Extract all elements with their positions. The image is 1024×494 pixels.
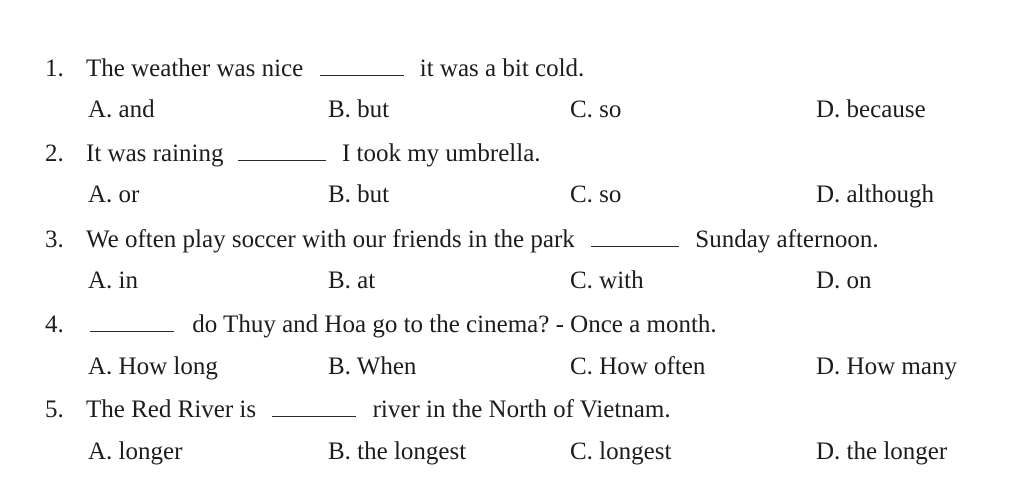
answer-blank bbox=[90, 309, 174, 332]
question-1 bbox=[0, 52, 1024, 86]
stem-before: The weather was nice bbox=[86, 55, 304, 82]
stem-after: it was a bit cold. bbox=[419, 55, 585, 82]
option-c[interactable]: C. How often bbox=[570, 353, 706, 380]
stem-before: We often play soccer with our friends in the park bbox=[86, 226, 575, 253]
option-b[interactable]: B. the longest bbox=[328, 438, 467, 465]
question-stem bbox=[86, 308, 717, 342]
option-b[interactable]: B. When bbox=[328, 353, 417, 380]
option-d[interactable]: D. on bbox=[816, 267, 872, 294]
option-a[interactable]: A. or bbox=[88, 181, 140, 208]
question-number: 5. bbox=[45, 396, 64, 423]
stem-after: river in the North of Vietnam. bbox=[372, 396, 671, 423]
answer-blank bbox=[320, 53, 404, 76]
question-number: 4. bbox=[45, 311, 64, 338]
question-stem bbox=[86, 223, 879, 257]
option-d[interactable]: D. although bbox=[816, 181, 935, 208]
option-c[interactable]: C. longest bbox=[570, 438, 672, 465]
options-4 bbox=[0, 350, 1024, 384]
question-stem bbox=[86, 393, 671, 427]
option-b[interactable]: B. at bbox=[328, 267, 376, 294]
stem-after: I took my umbrella. bbox=[341, 140, 541, 167]
question-5 bbox=[0, 393, 1024, 427]
stem-after: Sunday afternoon. bbox=[695, 226, 879, 253]
stem-after: do Thuy and Hoa go to the cinema? - Once a month. bbox=[192, 311, 717, 338]
option-a[interactable]: A. How long bbox=[88, 353, 218, 380]
option-c[interactable]: C. with bbox=[570, 267, 644, 294]
question-4 bbox=[0, 308, 1024, 342]
options-5 bbox=[0, 435, 1024, 469]
question-number: 2. bbox=[45, 140, 64, 167]
answer-blank bbox=[272, 394, 356, 417]
question-number: 3. bbox=[45, 226, 64, 253]
option-d[interactable]: D. because bbox=[816, 96, 926, 123]
option-d[interactable]: D. the longer bbox=[816, 438, 948, 465]
question-stem bbox=[86, 52, 584, 86]
option-b[interactable]: B. but bbox=[328, 181, 390, 208]
option-c[interactable]: C. so bbox=[570, 181, 622, 208]
question-3 bbox=[0, 223, 1024, 257]
options-3 bbox=[0, 264, 1024, 298]
stem-before: The Red River is bbox=[86, 396, 257, 423]
stem-before: It was raining bbox=[86, 140, 224, 167]
option-a[interactable]: A. in bbox=[88, 267, 138, 294]
option-c[interactable]: C. so bbox=[570, 96, 622, 123]
answer-blank bbox=[238, 138, 326, 161]
option-b[interactable]: B. but bbox=[328, 96, 390, 123]
answer-blank bbox=[591, 224, 679, 247]
options-1 bbox=[0, 93, 1024, 127]
options-2 bbox=[0, 178, 1024, 212]
question-2 bbox=[0, 137, 1024, 171]
option-a[interactable]: A. and bbox=[88, 96, 155, 123]
option-d[interactable]: D. How many bbox=[816, 353, 957, 380]
question-number: 1. bbox=[45, 55, 64, 82]
option-a[interactable]: A. longer bbox=[88, 438, 183, 465]
question-stem bbox=[86, 137, 541, 171]
